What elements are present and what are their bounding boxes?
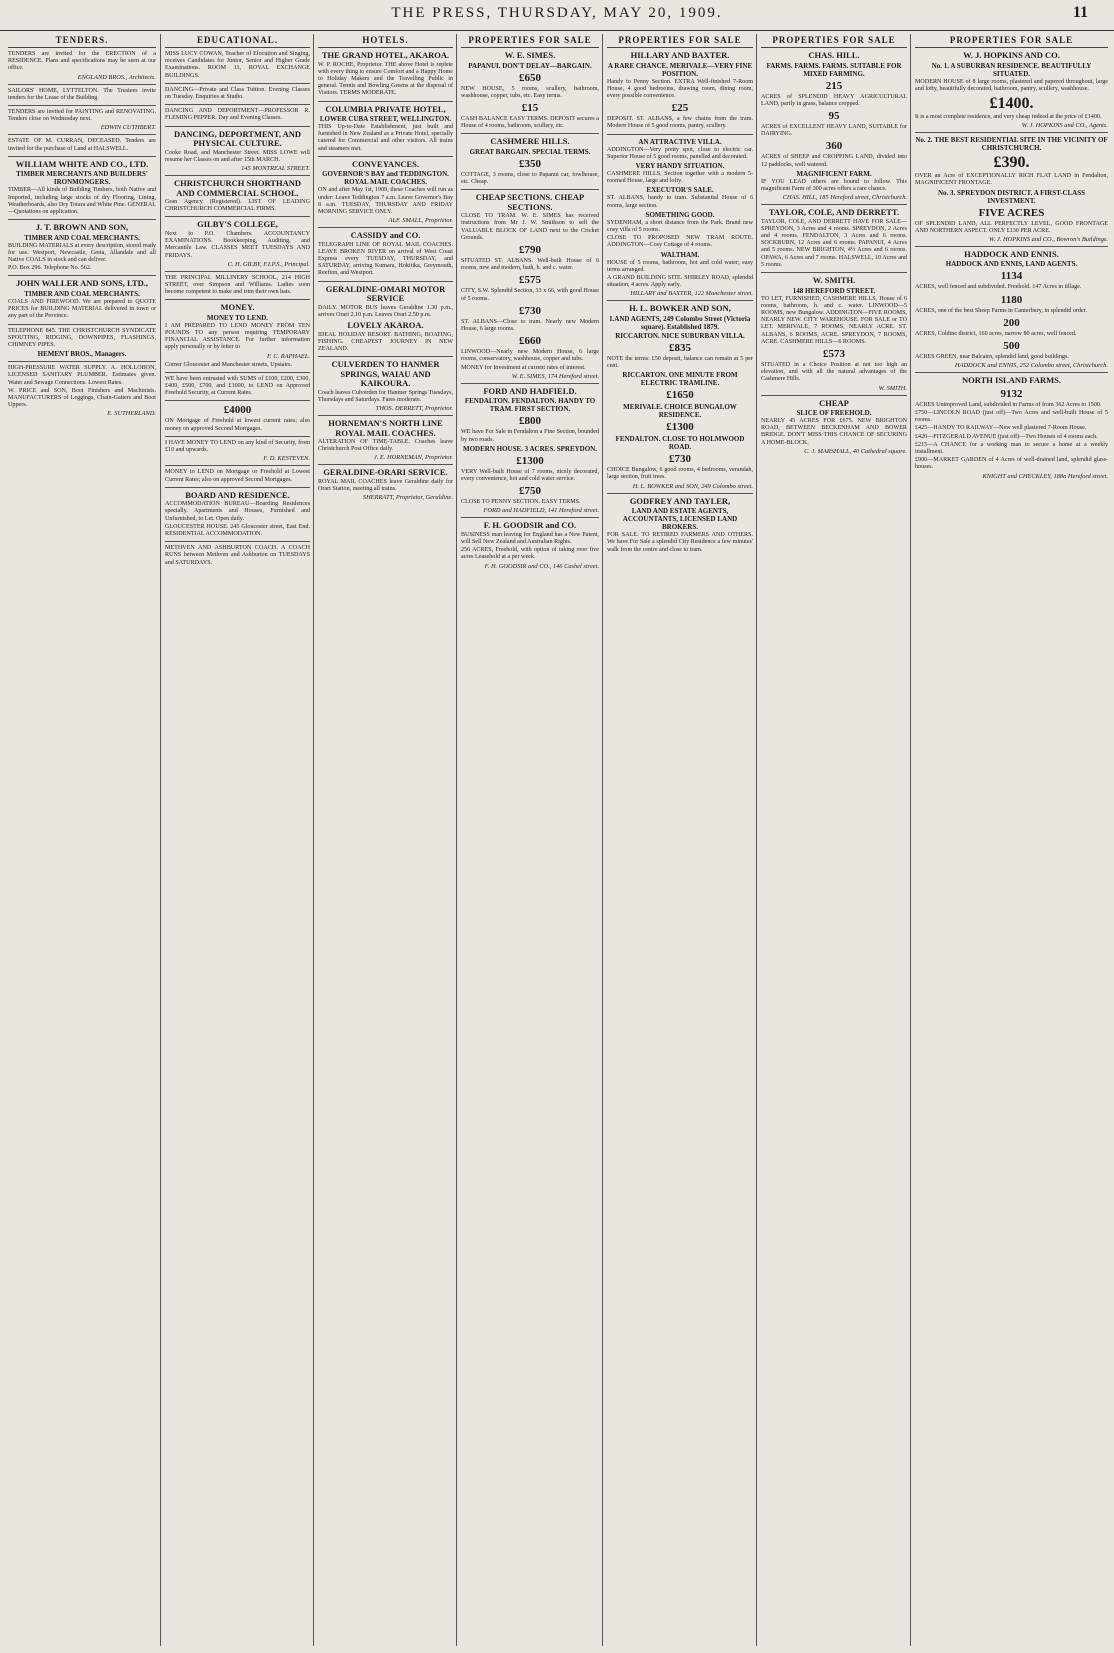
page-number: 11 — [1072, 4, 1088, 21]
ad-text: DEPOSIT. ST. ALBANS, a few chains from the tram. Modern House of 5 good rooms, pantry, scullery. — [607, 116, 753, 130]
column-heading: PROPERTIES FOR SALE — [761, 34, 907, 48]
ad-heading: GERALDINE-ORARI SERVICE. — [323, 467, 448, 478]
ad-divider — [165, 465, 310, 466]
ad-heading: LOVELY AKAROA. — [347, 320, 424, 331]
ad-text: ST. ALBANS, handy to tram. Substantial House of 6 rooms, large section. — [607, 195, 753, 209]
column-heading: PROPERTIES FOR SALE — [461, 34, 599, 48]
column-heading: TENDERS. — [8, 34, 156, 48]
ad-signature: KNIGHT and CHECKLEY, 188a Hereford street. — [982, 472, 1108, 480]
ad-subheading: No. 3. SPREYDON DISTRICT. A FIRST-CLASS INVESTMENT. — [937, 188, 1086, 205]
masthead-title: THE PRESS, THURSDAY, MAY 20, 1909. — [391, 5, 723, 21]
ad-signature: THOS. DERRETT, Proprietor. — [375, 405, 453, 413]
ad-text: ACRES, Coldine district, 160 acres, narrow 80 acres, well fenced. — [915, 330, 1077, 337]
price-figure: £390. — [993, 154, 1030, 172]
ad-divider — [461, 517, 599, 518]
ad-signature: ENGLAND BROS., Architects. — [77, 73, 156, 81]
ad-heading: W. E. SIMES. — [504, 50, 556, 60]
column-5 — [605, 34, 755, 1646]
column-heading: PROPERTIES FOR SALE — [915, 34, 1108, 48]
ad-signature: H. L. BOWKER and SON, 249 Colombo street. — [632, 482, 753, 490]
ad-text: A GRAND BUILDING SITE. SHIRLEY ROAD, splendid situation, 4 acres. Apply early. — [607, 274, 753, 289]
ad-divider — [8, 134, 156, 135]
display-figure: £15 — [521, 101, 539, 114]
display-figure: 9132 — [1000, 387, 1023, 400]
ad-text: NEW HOUSE, 5 rooms, scullery, bathroom, washhouse, copper, tubs, etc. Easy terms. — [461, 85, 599, 99]
ad-divider — [165, 271, 310, 272]
display-figure: £1300 — [516, 454, 544, 467]
ad-signature: E. SUTHERLAND. — [107, 410, 156, 418]
ad-text: ST. ALBANS—Close to tram. Nearly new Modern House, 6 large rooms. — [461, 318, 599, 333]
ad-divider — [318, 415, 453, 416]
ad-divider — [761, 395, 907, 396]
ad-signature: W. E. SIMES, 174 Hereford street. — [511, 372, 599, 380]
display-figure: £650 — [519, 71, 541, 84]
ad-heading: H. L. BOWKER AND SON, — [629, 303, 731, 314]
ad-subheading: EXECUTOR'S SALE. — [646, 186, 714, 195]
ad-text: 256 ACRES, Freehold, with option of taking over five acres Leasehold at a per week. — [461, 547, 599, 561]
ad-divider — [165, 126, 310, 127]
ad-signature: SHERRATT, Proprietor, Geraldine. — [362, 494, 453, 502]
ad-text: NOTE the terms: £50 deposit, balance can remain at 5 per cent. — [607, 355, 753, 370]
ad-text: P.O. Box 296. Telephone No. 562. — [8, 265, 92, 272]
ad-divider — [165, 487, 310, 488]
column-6 — [759, 34, 909, 1646]
ad-text: OVER an Acre of EXCEPTIONALLY RICH FLAT LAND in Fendalton, MAGNIFICENT FRONTAGE. — [915, 173, 1108, 187]
ad-text: MODERN HOUSE of 8 large rooms, plastered and papered throughout, large and lofty, beautifully decorated, bathroom, pantry, scullery, washhouse. — [915, 78, 1108, 92]
ad-text: Gran Agency (Registered). LIST OF LEADING CHRISTCHURCH COMMERCIAL FIRMS. — [165, 199, 310, 213]
ad-heading: HADDOCK AND ENNIS. — [964, 248, 1059, 259]
ad-heading: CULVERDEN TO HANMER SPRINGS, WAIAU AND KAIKOURA. — [331, 359, 440, 389]
ad-divider — [318, 227, 453, 228]
ad-heading: GERALDINE-OMARI MOTOR SERVICE — [325, 283, 446, 304]
ad-text: CHOICE Bungalow, 6 good rooms, 4 bedrooms, verandah, large section, fruit trees. — [607, 467, 753, 481]
ad-text: TELEGRAPH LINE OF ROYAL MAIL COACHES. LEAVE BROKEN RIVER on arrival of West Coast Express every TUESDAY, THURSDAY, and SATURDAY, arriving Kumara, Hokitika, Greymouth, Reefton, and Westport. — [318, 241, 453, 277]
display-figure: 1134 — [1000, 270, 1023, 283]
ad-divider — [607, 300, 753, 301]
ad-divider — [318, 101, 453, 102]
ad-divider — [8, 275, 156, 276]
ad-heading: DANCING, DEPORTMENT, AND PHYSICAL CULTURE. — [173, 128, 302, 149]
display-figure: £350 — [519, 157, 541, 170]
ad-text: SAILORS' HOME, LYTTELTON. The Trustees invite tenders for the Lease of the Building. — [8, 87, 156, 101]
ad-divider — [8, 361, 156, 362]
ad-subheading: A RARE CHANCE. MERIVALE—VERY FINE POSITION. — [607, 61, 753, 78]
ad-subheading: MERIVALE. CHOICE BUNGALOW RESIDENCE. — [623, 403, 737, 420]
ad-text: ACRES of SPLENDID HEAVY AGRICULTURAL LAND, partly in grass, balance cropped. — [761, 93, 907, 107]
display-figure: 500 — [1003, 340, 1020, 353]
ad-heading: CONVEYANCES. — [352, 158, 419, 169]
display-figure: £800 — [519, 415, 541, 428]
column-2 — [163, 34, 312, 1646]
column-rule — [456, 34, 457, 1646]
ad-heading: JOHN WALLER AND SONS, LTD., — [15, 278, 149, 289]
ad-heading: CHEAP SECTIONS. CHEAP SECTIONS. — [475, 192, 585, 212]
ad-subheading: LAND AND ESTATE AGENTS, ACCOUNTANTS, LICENSED LAND BROKERS. — [622, 507, 738, 532]
ad-signature: W. J. HOPKINS and CO., Agents. — [1021, 122, 1108, 130]
ad-text: ACRES GREEN, near Balcairn, splendid land, good buildings. — [915, 354, 1069, 361]
ad-divider — [461, 133, 599, 134]
ad-subheading: GREAT BARGAIN. SPECIAL TERMS. — [469, 147, 591, 156]
ad-subheading: MODERN HOUSE. 3 ACRES. SPREYDON. — [463, 444, 597, 453]
ad-text: COTTAGE, 3 rooms, close to Papanui car, fowlhouse, etc. Cheap. — [461, 171, 599, 186]
masthead — [0, 0, 1114, 31]
ad-subheading: TIMBER AND COAL MERCHANTS. — [24, 233, 140, 242]
ad-heading: CHAS. HILL. — [808, 50, 860, 60]
column-3 — [316, 34, 455, 1646]
ad-signature: EDWIN CUTHBERT. — [100, 124, 156, 132]
display-figure: £573 — [823, 347, 845, 360]
ad-subheading: FENDALTON. FENDALTON. HANDY TO TRAM. FIRST SECTION. — [464, 397, 596, 414]
ad-text: Cooke Road, and Manchester Street. MISS LOWE will resume her Classes on and after 15th MARCH. — [165, 149, 310, 163]
ad-heading: WILLIAM WHITE AND CO., LTD. — [15, 158, 149, 169]
ad-text: SITUATED in a Choice Position at not too high an elevation, and with all the natural advantages of the Cashmere Hills. — [761, 361, 907, 383]
ad-divider — [915, 246, 1108, 247]
ad-subheading: LAND AGENTS, 249 Colombo Street (Victoria square). Established 1879. — [609, 314, 751, 331]
display-figure: £4000 — [223, 404, 252, 417]
ad-text: MONEY for Investment at current rates of interest. — [461, 364, 586, 371]
ad-divider — [461, 189, 599, 190]
display-figure: £750 — [519, 485, 541, 498]
display-figure: £1650 — [666, 389, 694, 402]
ad-text: MONEY to LEND on Mortgage or Freehold at Lowest Current Rates; also on approved Second Mortgages. — [165, 469, 310, 483]
ad-divider — [165, 216, 310, 217]
column-4 — [459, 34, 601, 1646]
ad-heading: W. SMITH. — [812, 275, 856, 286]
ad-heading: CASHMERE HILLS. — [490, 136, 570, 147]
ad-text: Coach leaves Culverden for Hanmer Springs Tuesdays, Thursdays and Saturdays. Fares moderate. — [318, 389, 453, 403]
ad-heading: GILBY'S COLLEGE, — [197, 219, 278, 230]
ad-signature: F. D. KESTEVEN. — [263, 455, 310, 463]
ad-text: CASH BALANCE EASY TERMS. DEPOSIT secures a House of 4 rooms, bathroom, scullery, etc. — [461, 115, 599, 130]
ad-text: THE PRINCIPAL MILLINERY SCHOOL, 214 HIGH STREET, over Simpson and Williams. Ladies soon become competent to make and trim their own hats. — [165, 274, 310, 296]
ad-text: CASHMERE HILLS, Section together with a modern 5-roomed House, large and lofty. — [607, 170, 753, 185]
column-heading: HOTELS. — [318, 34, 453, 48]
ad-divider — [165, 175, 310, 176]
ad-text: DANCING—Private and Class Tuition. Evening Classes on Tuesday. Enquiries at Studio. — [165, 86, 310, 101]
ad-heading: BOARD AND RESIDENCE. — [185, 489, 290, 500]
ad-text: £425—HANDY TO RAILWAY—New well plastered 7-Room House. — [915, 425, 1087, 432]
display-figure: £730 — [669, 453, 691, 466]
ad-text: ACRES of EXCELLENT HEAVY LAND, SUITABLE for DAIRYING. — [761, 123, 907, 138]
column-heading: PROPERTIES FOR SALE — [607, 34, 753, 48]
ad-text: MISS LUCY COWAN, Teacher of Elocution and Singing, receives Candidates for Junior, Senior and Higher Grade Examinations. ROOM 11, ROYAL EXCHANGE BUILDINGS. — [165, 51, 310, 79]
ad-signature: W. J. HOPKINS and CO., Bowron's Buildings. — [989, 235, 1108, 243]
ad-subheading: AN ATTRACTIVE VILLA. — [638, 137, 722, 146]
ad-subheading: No. 2. THE BEST RESIDENTIAL SITE IN THE VICINITY OF CHRISTCHURCH. — [915, 136, 1108, 153]
ad-text: GLOUCESTER HOUSE. 245 Gloucester street, East End. RESIDENTIAL ACCOMMODATION. — [165, 523, 310, 538]
column-rule — [602, 34, 603, 1646]
ad-text: ACRES of SHEEP and CROPPING LAND, divided into 12 paddocks, well watered. — [761, 154, 907, 168]
ad-heading: F. H. GOODSIR and CO. — [483, 520, 577, 531]
ad-text: VERY Well-built House of 7 rooms, nicely decorated, every convenience, hot and cold water service. — [461, 468, 599, 482]
ad-text: ACCOMMODATION BUREAU—Boarding Residences specially. Apartments and Houses, Furnished and Unfurnished, to Let. Open daily. — [165, 501, 310, 522]
display-figure: 360 — [825, 140, 843, 153]
ad-heading: TAYLOR, COLE, AND DERRETT. — [768, 207, 900, 218]
ad-heading: W. J. HOPKINS AND CO. — [963, 50, 1060, 60]
ad-text: TO LET, FURNISHED, CASHMERE HILLS, House of 6 rooms, bathroom, h. and c. water. LINWOOD—5 ROOMS, new Bungalow. ADDINGTON—FIVE ROOMS, NEARLY NEW. CITY WAREHOUSE. FOR SALE or TO LET. MERIVALE, 7 ROOMS, NEARLY ACRE. ST. ALBANS, 6 ROOMS, ACRE. SPREYDON, 7 ROOMS, ACRE. CASHMERE HILLS—6 ROOMS. — [761, 295, 907, 345]
ad-signature: HADDOCK and ENNIS, 252 Colombo street, Christchurch. — [954, 362, 1108, 370]
ad-heading: NORTH ISLAND FARMS. — [962, 375, 1061, 386]
display-figure: £730 — [519, 304, 541, 317]
ad-text: SYDENHAM, a short distance from the Park. Brand new cosy villa of 5 rooms. — [607, 219, 753, 233]
ad-subheading: SLICE OF FREEHOLD. — [796, 409, 872, 418]
ad-text: It is a most complete residence, and very cheap indeed at the price of £1400. — [915, 113, 1102, 120]
ad-heading: HILLARY AND BAXTER. — [630, 50, 730, 60]
ad-subheading: FENDALTON. CLOSE TO HOLMWOOD ROAD. — [615, 435, 745, 452]
ad-signature: C. J. MARSHALL, 40 Cathedral square. — [804, 447, 907, 455]
ad-subheading: HEMENT BROS., Managers. — [37, 350, 127, 359]
display-figure: £575 — [519, 274, 541, 287]
ad-divider — [761, 272, 907, 273]
ad-signature: W. SMITH. — [878, 384, 907, 392]
ad-heading: CASSIDY and CO. — [350, 230, 421, 241]
display-figure: 215 — [825, 79, 843, 92]
ad-text: TENDERS are invited for the ERECTION of a RESIDENCE. Plans and specifications may be seen at our office. — [8, 51, 156, 72]
ad-signature: C. H. GILBY, F.I.P.S., Principal. — [227, 260, 310, 268]
ad-divider — [318, 156, 453, 157]
ad-text: HIGH-PRESSURE WATER SUPPLY. A. HOLLOBON, LICENSED SANITARY PLUMBER. Estimates given. Water and Sewage Connections. Lowest Rates. — [8, 365, 156, 386]
ad-divider — [8, 105, 156, 106]
ad-divider — [318, 281, 453, 282]
ad-heading: COLUMBIA PRIVATE HOTEL, — [325, 103, 446, 114]
ad-signature: HILLARY and BAXTER, 122 Manchester street. — [630, 290, 753, 298]
ad-signature: ALF. SMALL, Proprietor. — [388, 217, 453, 225]
ad-text: NEARLY 45 ACRES FOR £675. NEW BRIGHTON ROAD, BETWEEN BECKENHAM AND BOWER BRIDGE. DON'T MISS THIS CHANCE OF SECURING A HOME-BLOCK. — [761, 418, 907, 446]
ad-divider — [8, 324, 156, 325]
ad-text: CLOSE TO TRAM. W. E. SIMES has received instructions from Mr J. W. Smithson to sell the VALUABLE BLOCK OF LAND next to the Cricket Grounds. — [461, 213, 599, 241]
ad-divider — [915, 372, 1108, 373]
ad-signature: F. C. RAPHAEL. — [266, 352, 310, 360]
ad-divider — [318, 356, 453, 357]
ad-divider — [8, 156, 156, 157]
ad-divider — [8, 219, 156, 220]
ad-subheading: No. 1. A SUBURBAN RESIDENCE. BEAUTIFULLY SITUATED. — [931, 61, 1092, 78]
ad-subheading: RICCARTON. NICE SUBURBAN VILLA. — [615, 331, 745, 340]
ad-heading: GODFREY AND TAYLER, — [629, 495, 731, 506]
display-figure: £790 — [519, 244, 541, 257]
ad-text: CLOSE TO PENNY SECTION. EASY TERMS. — [461, 499, 581, 506]
ad-heading: THE GRAND HOTEL, AKAROA. — [321, 50, 450, 60]
column-rule — [160, 34, 161, 1646]
ad-text: CLOSE TO PROPOSED NEW TRAM ROUTE. ADDINGTON—Cosy Cottage of 4 rooms. — [607, 235, 753, 249]
ad-text: ROYAL MAIL COACHES leave Geraldine daily for Orari Station, meeting all trains. — [318, 478, 453, 493]
ad-subheading: FARMS. FARMS. FARMS. SUITABLE FOR MIXED FARMING. — [766, 61, 902, 78]
ad-heading: MONEY. — [220, 302, 255, 313]
ad-subheading: MAGNIFICENT FARM. — [796, 169, 872, 178]
ad-heading: FORD AND HADFIELD. — [483, 385, 577, 396]
ad-subheading: WALTHAM. — [660, 250, 700, 259]
ad-subheading: VERY HANDY SITUATION. — [635, 161, 725, 170]
ad-text: W. P. ROCHE, Proprietor. THE above Hotel is replete with every thing to ensure Comfort and a Happy Home to Holiday Makers and the Travelling Public in general. Tennis and Bowling Greens at the disposal of Visitors. TERMS MODERATE. — [318, 61, 453, 97]
ad-text: BUSINESS man leaving for England has a New Patent, will Sell New Zealand and Australian Rights. — [461, 531, 599, 546]
ad-heading: CHEAP — [819, 397, 849, 408]
ad-subheading: TIMBER MERCHANTS AND BUILDERS' IRONMONGERS. — [16, 170, 148, 187]
ad-text: TIMBER—All kinds of Building Timbers, both Native and Imported, including large stocks of dry Flooring, Lining, Weatherboards, also Dry Totara and White Pine. GENERAL—Quotations on application. — [8, 187, 156, 215]
ad-heading: CHRISTCHURCH SHORTHAND AND COMMERCIAL SCHOOL. — [174, 178, 301, 198]
display-figure: £25 — [671, 102, 689, 115]
ad-text: ESTATE OF M. CURRAN, DECEASED. Tenders are invited for the purchase of Land at HALSWELL. — [8, 138, 156, 152]
display-figure: 1180 — [1000, 293, 1023, 306]
ad-divider — [461, 383, 599, 384]
ad-text: Next to P.O. Chambers. ACCOUNTANCY EXAMINATIONS. Bookkeeping, Auditing, and Mercantile Law. CLASSES MEET TUESDAYS AND FRIDAYS. — [165, 230, 310, 259]
ad-divider — [761, 204, 907, 205]
ad-text: COALS AND FIREWOOD. We are prepared to QUOTE PRICES for BUILDING MATERIAL delivered in town or any part of the Province. — [8, 298, 156, 320]
ad-text: ACRES Unimproved Land, subdivided in Farms of from 362 Acres to 1500. — [915, 401, 1102, 408]
ad-heading: HORNEMAN'S NORTH LINE ROYAL MAIL COACHES. — [328, 418, 443, 438]
ad-text: LINWOOD—Nearly new Modern House, 6 large rooms, conservatory, washhouse, copper and tubs. — [461, 349, 599, 363]
ad-text: £750—LINCOLN ROAD (just off)—Two Acres and well-built House of 5 rooms. — [915, 409, 1108, 424]
ad-text: Handy to Penny Section. EXTRA Well-finished 7-Room House, 4 good bedrooms, drawing room, dining room, every possible convenience. — [607, 78, 753, 99]
display-figure: FIVE ACRES — [978, 206, 1045, 219]
ad-text: ALTERATION OF TIME-TABLE. Coaches leave Christchurch Post Office daily. — [318, 439, 453, 453]
ad-text: W. PRICE and SON, Boot Finishers and Machinists. MANUFACTURERS of Leggings, Chain-Gaiters and Boot Uppers. — [8, 387, 156, 409]
ad-text: CITY, S.W. Splendid Section, 33 x 66, with good House of 5 rooms. — [461, 288, 599, 302]
ad-divider — [165, 400, 310, 401]
column-rule — [756, 34, 757, 1646]
ad-text: FOR SALE. TO RETIRED FARMERS AND OTHERS. We have For Sale a splendid City Residence a few minutes' walk from the centre and close to tram. — [607, 532, 753, 553]
ad-signature: J. E. HORNEMAN, Proprietor. — [373, 454, 453, 462]
ad-divider — [318, 464, 453, 465]
column-rule — [910, 34, 911, 1646]
ad-text: HOUSE of 5 rooms, bathroom, hot and cold water; easy terms arranged. — [607, 259, 753, 273]
display-figure: £660 — [519, 335, 541, 348]
ad-text: OF SPLENDID LAND, ALL PERFECTLY LEVEL, GOOD FRONTAGE AND NORTHERN ASPECT. ONLY £130 PER ACRE. — [915, 220, 1108, 234]
ad-subheading: LOWER CUBA STREET, WELLINGTON. — [319, 115, 452, 124]
column-1 — [6, 34, 158, 1646]
ad-text: ACRES, one of the best Sheep Farms in Canterbury, in splendid order. — [915, 307, 1087, 314]
display-figure: £835 — [669, 341, 691, 354]
ad-text: ON Mortgage of Freehold at lowest current rates; also money on approved Second Mortgages. — [165, 418, 310, 432]
ad-divider — [915, 132, 1108, 133]
ad-subheading: PAPANUI. DON'T DELAY—BARGAIN. — [468, 61, 592, 70]
ad-text: DANCING AND DEPORTMENT—PROFESSOR R. FLEMING PEPPER. Day and Evening Classes. — [165, 108, 310, 122]
ad-text: TAYLOR, COLE, AND DERRETT HAVE FOR SALE— SPREYDON, 3 Acres and 4 rooms. SPREYDON, 2 Acres and 4 rooms. FENDALTON, 3 Acres and 6 rooms. SOCKBURN, 12 Acres and 6 rooms. PAPANUI, 4 Acres and 5 rooms. NEW BRIGHTON, 4½ Acres and 6 rooms. OPAWA, 6 Acres and 7 rooms. HALSWELL, 10 Acres and 5 rooms. — [761, 218, 907, 268]
display-figure: 200 — [1003, 316, 1020, 329]
ad-subheading: HADDOCK AND ENNIS, LAND AGENTS. — [945, 260, 1078, 269]
ad-subheading: RICCARTON. ONE MINUTE FROM ELECTRIC TRAMLINE. — [622, 371, 738, 388]
column-heading: EDUCATIONAL. — [165, 34, 310, 48]
column-7 — [913, 34, 1110, 1646]
ad-divider — [165, 541, 310, 542]
ad-text: £900—MARKET GARDEN of 4 Acres of well-drained land, splendid glass-houses. — [915, 457, 1108, 471]
ad-text: SITUATED ST. ALBANS. Well-built House of 6 rooms, new and modern, bath, h. and c. water. — [461, 258, 599, 272]
ad-text: WE have been entrusted with SUMS of £100, £200, £300, £400, £500, £700, and £1000, to LEND on Approved Freehold Security, at Current Rates. — [165, 375, 310, 397]
column-rule — [313, 34, 314, 1646]
ad-text: ADDINGTON—Very pretty spot, close to electric car. Superior House of 5 good rooms, panelled and decorated. — [607, 146, 753, 160]
ad-text: I AM PREPARED TO LEND MONEY FROM TEN POUNDS TO any person requiring TEMPORARY FINANCIAL ASSISTANCE. For further information apply personally or by letter to — [165, 322, 310, 351]
ad-subheading: TIMBER AND COAL MERCHANTS. — [24, 289, 140, 298]
display-figure: 95 — [828, 109, 840, 122]
ad-divider — [165, 104, 310, 105]
ad-text: METHVEN AND ASHBURTON COACH. A COACH RUNS between Methven and Ashburton on TUESDAYS and SATURDAYS. — [165, 545, 310, 566]
ad-text: IF YOU LEAD others are bound to follow. This magnificent Farm of 300 acres offers a rare chance. — [761, 178, 907, 192]
ad-text: IDEAL HOLIDAY RESORT. BATHING, BOATING, FISHING. CHEAPEST JOURNEY IN NEW ZEALAND. — [318, 331, 453, 352]
ad-divider — [8, 84, 156, 85]
ad-text: BUILDING MATERIALS at every description, stored ready for use. Westport, Newcastle, Greta, Allandale and all Native COALS in stock and can deliver. — [8, 242, 156, 264]
ad-text: £420—FITZGERALD AVENUE (just off)—Two Houses of 4 rooms each. — [915, 433, 1098, 440]
ad-divider — [607, 493, 753, 494]
ad-signature: F. H. GOODSIR and CO., 146 Cashel street. — [484, 562, 599, 570]
ad-text: TENDERS are invited for PAINTING and RENOVATING. Tenders close on Wednesday next. — [8, 109, 156, 123]
ad-divider — [165, 372, 310, 373]
ad-signature: 145 MONTREAL STREET. — [241, 165, 310, 173]
ad-text: Corner Gloucester and Manchester streets, Upstairs. — [165, 361, 293, 368]
ad-text: TELEPHONE 845. THE CHRISTCHURCH SYNDICATE SPOUTING, RIDGING, DOWNPIPES, FLASHINGS, CHIMNEY PIPES. — [8, 327, 156, 348]
ad-divider — [607, 134, 753, 135]
ad-text: THIS Up-to-Date Establishment, just built and furnished in New Zealand as a Private Hotel, specially catered for Commercial and other visitors. All trains and steamers met. — [318, 124, 453, 152]
ad-divider — [165, 436, 310, 437]
ad-text: £215—A CHANCE for a working man to secure a home at a weekly installment. — [915, 441, 1108, 455]
ad-text: ACRES, well fenced and subdivided. Freehold. 147 Acres in tillage. — [915, 284, 1082, 291]
ad-text: WE have For Sale in Fendalton a Fine Section, bounded by two roads. — [461, 429, 599, 443]
ad-subheading: 148 HEREFORD STREET. — [792, 286, 876, 295]
display-figure: £1300 — [666, 421, 694, 434]
ad-divider — [165, 299, 310, 300]
ad-text: ON and after May 1st, 1909, these Coaches will run as under: Leave Teddington 7 a.m. Leave Governor's Bay 8 a.m. TUESDAY, THURSDAY AND FRIDAY MORNING SERVICE ONLY. — [318, 187, 453, 215]
ad-subheading: MONEY TO LEND. — [206, 313, 269, 322]
ad-subheading: SOMETHING GOOD. — [645, 210, 715, 219]
ad-text: DAILY. MOTOR BUS leaves Geraldine 1.30 p.m., arrives Orari 2.10 p.m. Leaves Orari 2.50 p.m. — [318, 304, 453, 318]
price-figure: £1400. — [989, 94, 1034, 112]
ad-signature: FORD and HADFIELD, 141 Hereford street. — [483, 507, 599, 515]
ad-subheading: GOVERNOR'S BAY and TEDDINGTON. ROYAL MAIL COACHES. — [322, 170, 449, 187]
ad-signature: CHAS. HILL, 185 Hereford street, Christchurch. — [782, 194, 907, 202]
ad-heading: J. T. BROWN AND SON, — [35, 222, 129, 233]
ad-text: I HAVE MONEY TO LEND on any kind of Security, from £10 and upwards. — [165, 439, 310, 454]
ad-divider — [165, 83, 310, 84]
